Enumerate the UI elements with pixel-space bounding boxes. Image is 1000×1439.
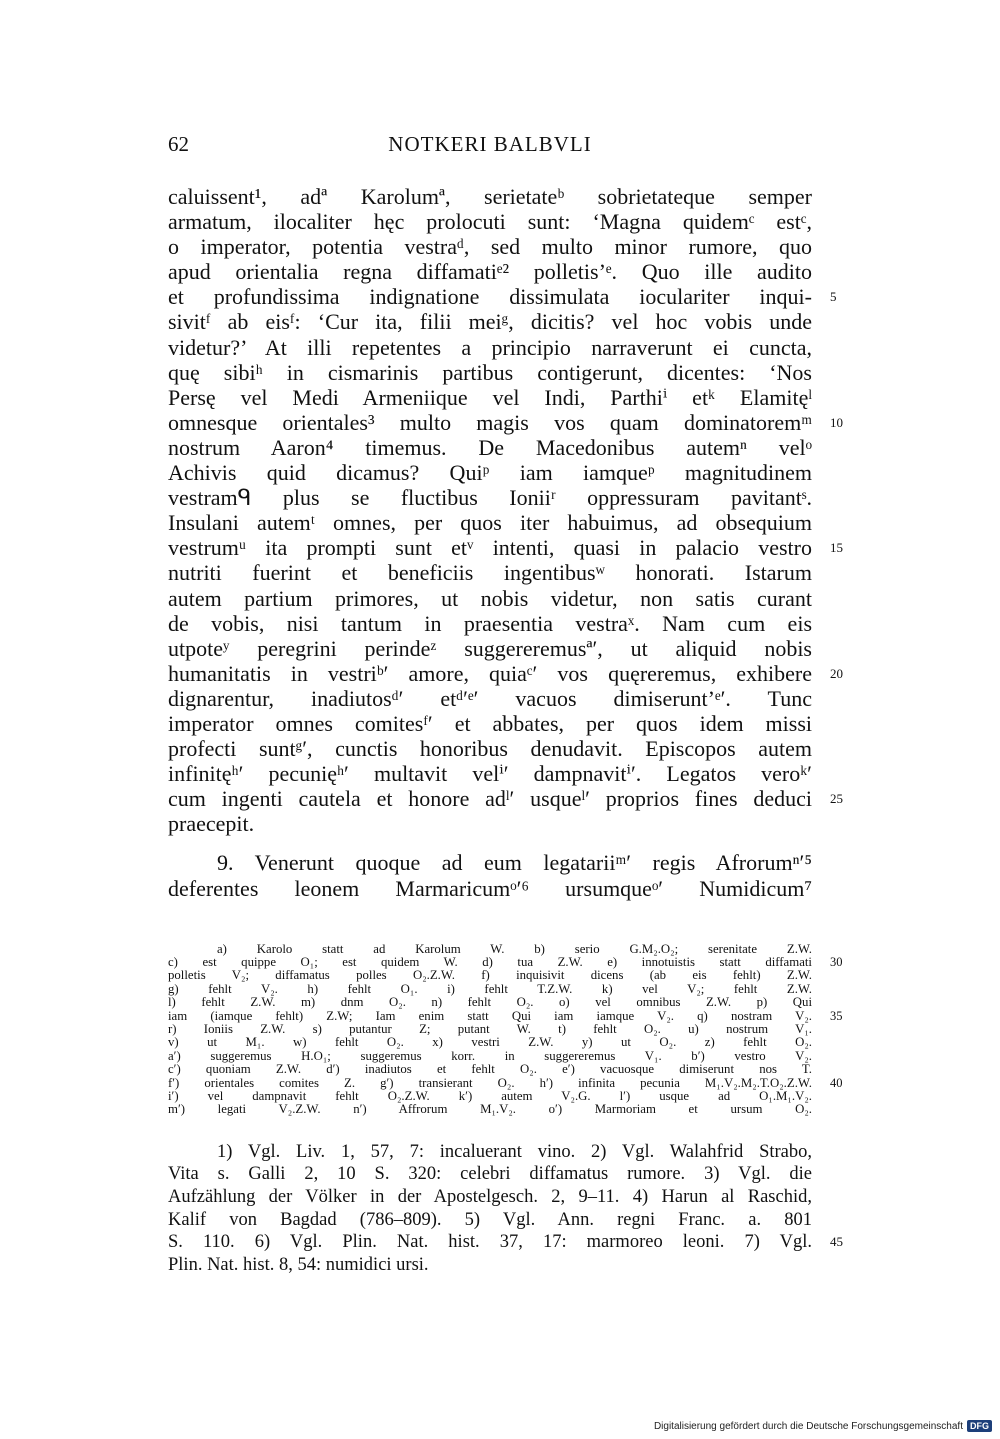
critical-apparatus: [168, 941, 843, 1117]
text-line: [168, 686, 812, 711]
text-line: [168, 786, 843, 812]
apparatus-line-text: iam (iamque fehlt) Z.W; Iam enim statt Qui iam iamque V₂. q) nostram V₂.: [168, 1008, 812, 1023]
note-line: [168, 1186, 812, 1209]
running-title: NOTKERI BALBVLI: [388, 132, 592, 156]
text-line-text: et profundissima indignatione dissimulata ioculariter inqui-: [168, 284, 812, 310]
text-line-text: Insulani autemᵗ omnes, per quos iter habuimus, ad obsequium: [168, 510, 812, 536]
note-line: [168, 1141, 812, 1164]
apparatus-line-text: c) est quippe O₁; est quidem W. d) tua Z.W. e) innotuistis statt diffamati: [168, 955, 812, 970]
note-line-text: Plin. Nat. hist. 8, 54: numidici ursi.: [168, 1255, 429, 1276]
text-line-text: cum ingenti cautela et honore adˡ′ usqueˡ′ proprios fines deduci: [168, 786, 812, 812]
text-line-text: profecti suntᵍ′, cunctis honoribus denudavit. Episcopos autem: [168, 736, 812, 762]
text-line-text: sivitᶠ ab eisᶠ: ‘Cur ita, filii meiᵍ, dicitis? vel hoc vobis unde: [168, 309, 812, 335]
note-line-text: Kalif von Bagdad (786–809). 5) Vgl. Ann. regni Franc. a. 801: [168, 1209, 812, 1230]
source-notes: [168, 1141, 843, 1277]
text-line-text: apud orientalia regna diffamatiᵉ² polletis’ᵉ. Quo ille audito: [168, 259, 812, 285]
section-text: [168, 850, 812, 900]
text-line-text: deferentes leonem Marmaricumᵒ′⁶ ursumqueᵒ′ Numidicum⁷: [168, 875, 812, 901]
text-line-text: humanitatis in vestriᵇ′ amore, quiaᶜ′ vos quęreremus, exhibere: [168, 660, 812, 686]
line-number: 35: [830, 1008, 843, 1023]
apparatus-line-text: v) ut M₁. w) fehlt O₂. x) vestri Z.W. y) ut O₂. z) fehlt O₂.: [168, 1035, 812, 1050]
apparatus-line-text: r) Ioniis Z.W. s) putantur Z; putant W. t) fehlt O₂. u) nostrum V₁.: [168, 1021, 812, 1036]
apparatus-line-text: m′) legati V₂.Z.W. n′) Affrorum M₁.V₂. o′) Marmoriam et ursum O₂.: [168, 1102, 812, 1117]
text-line: [168, 811, 812, 836]
text-line: [168, 876, 812, 901]
apparatus-line: [168, 1090, 812, 1103]
note-line: [168, 1254, 812, 1277]
line-number: 45: [830, 1234, 843, 1250]
dfg-logo: DFG: [967, 1420, 992, 1432]
text-line: [168, 850, 812, 875]
text-line: [168, 711, 812, 736]
text-line: [168, 510, 812, 535]
apparatus-line: [168, 943, 812, 956]
text-line: [168, 485, 812, 510]
line-number: 25: [830, 791, 843, 807]
text-line-text: nutriti fuerint et beneficiis ingentibusʷ honorati. Istarum: [168, 560, 812, 586]
text-line-text: 9. Venerunt quoque ad eum legatariiᵐ′ regis Afrorumⁿ′⁵: [217, 850, 812, 876]
text-line: [168, 736, 812, 761]
line-number: 15: [830, 540, 843, 556]
line-number: 5: [830, 289, 837, 305]
text-line-text: Achivis quid dicamus? Quiᵖ iam iamqueᵖ magnitudinem: [168, 460, 812, 486]
page-number: 62: [168, 132, 189, 156]
text-line: [168, 360, 812, 385]
apparatus-line: [168, 996, 812, 1009]
text-line-text: videtur?’ At illi repetentes a principio narraverunt ei cuncta,: [168, 334, 812, 360]
text-line-text: praecepit.: [168, 811, 255, 837]
text-line: [168, 234, 812, 259]
apparatus-line-text: i′) vel dampnavit fehlt O₂.Z.W. k′) autem V₂.G. l′) usque ad O₁.M₁.V₂.: [168, 1088, 812, 1103]
apparatus-line: [168, 1050, 812, 1063]
text-line: [168, 636, 812, 661]
page-body: [168, 184, 843, 1277]
text-line: [168, 535, 843, 561]
line-number: 30: [830, 955, 843, 970]
page-header: [168, 132, 812, 162]
apparatus-line-text: a′) suggeremus H.O₁; suggeremus korr. in suggereremus V₁. b′) vestro V₂.: [168, 1048, 812, 1063]
text-line-text: infinitęʰ′ pecunięʰ′ multavit velⁱ′ dampnavitⁱ′. Legatos veroᵏ′: [168, 761, 812, 787]
text-line-text: utpoteʸ peregrini perindeᶻ suggereremusª′, ut aliquid nobis: [168, 635, 812, 661]
text-line: [168, 184, 812, 209]
apparatus-line: [168, 1063, 812, 1076]
main-text: [168, 184, 843, 837]
text-line: [168, 259, 812, 284]
apparatus-line-text: a) Karolo statt ad Karolum W. b) serio G.M₂.O₂; serenitate Z.W.: [217, 941, 812, 956]
apparatus-line-text: polletis V₂; diffamatus polles O₂.Z.W. f) inquisivit dicens (ab eis fehlt) Z.W.: [168, 968, 812, 983]
footer: [654, 1420, 992, 1432]
text-line-text: vestramᑫ plus se fluctibus Ioniiʳ oppressuram pavitantˢ.: [168, 485, 812, 511]
note-line: [168, 1231, 843, 1254]
apparatus-line-text: g) fehlt V₂. h) fehlt O₁. i) fehlt T.Z.W. k) vel V₂; fehlt Z.W.: [168, 981, 812, 996]
apparatus-line: [168, 1023, 812, 1036]
text-line: [168, 660, 843, 686]
text-line: [168, 385, 812, 410]
note-line-text: Aufzählung der Völker in der Apostelgesch. 2, 9–11. 4) Harun al Raschid,: [168, 1187, 812, 1208]
line-number: 40: [830, 1075, 843, 1090]
text-line-text: nostrum Aaron⁴ timemus. De Macedonibus autemⁿ velᵒ: [168, 434, 812, 460]
footer-text: Digitalisierung gefördert durch die Deutsche Forschungsgemeinschaft: [653, 1420, 963, 1432]
apparatus-line: [168, 983, 812, 996]
text-line: [168, 284, 837, 310]
text-line-text: quę sibiʰ in cismarinis partibus contigerunt, dicentes: ‘Nos: [168, 359, 812, 385]
note-line-text: 1) Vgl. Liv. 1, 57, 7: incaluerant vino. 2) Vgl. Walahfrid Strabo,: [217, 1141, 812, 1162]
text-line-text: autem partium primores, ut nobis videtur, non satis curant: [168, 585, 812, 611]
text-line: [168, 460, 812, 485]
line-number: 10: [830, 414, 843, 430]
text-line-text: omnesque orientales³ multo magis vos quam dominatoremᵐ: [168, 409, 812, 435]
note-line: [168, 1209, 812, 1232]
text-line: [168, 560, 812, 585]
text-line: [168, 335, 812, 360]
apparatus-line: [168, 955, 843, 970]
text-line: [168, 409, 843, 435]
text-line-text: de vobis, nisi tantum in praesentia vestraˣ. Nam cum eis: [168, 610, 812, 636]
apparatus-line: [168, 1075, 843, 1090]
apparatus-line-text: c′) quoniam Z.W. d′) inadiutos et fehlt O₂. e′) vacuosque dimiserunt nos T.: [168, 1062, 812, 1077]
note-line-text: S. 110. 6) Vgl. Plin. Nat. hist. 37, 17: marmoreo leoni. 7) Vgl.: [168, 1232, 812, 1253]
apparatus-line-text: l) fehlt Z.W. m) dnm O₂. n) fehlt O₂. o) vel omnibus Z.W. p) Qui: [168, 995, 812, 1010]
text-line: [168, 761, 812, 786]
text-line: [168, 209, 812, 234]
apparatus-line-text: f′) orientales comites Z. g′) transierant O₂. h′) infinita pecunia M₁.V₂.M₂.T.O₂.Z.W.: [168, 1075, 812, 1090]
text-line-text: caluissent¹, adª Karolumª, serietateᵇ sobrietateque semper: [168, 184, 812, 209]
note-line-text: Vita s. Galli 2, 10 S. 320: celebri diffamatus rumore. 3) Vgl. die: [168, 1164, 812, 1185]
note-line: [168, 1163, 812, 1186]
apparatus-line: [168, 1103, 812, 1116]
text-line-text: o imperator, potentia vestraᵈ, sed multo minor rumore, quo: [168, 234, 812, 260]
apparatus-line: [168, 969, 812, 982]
text-line: [168, 435, 812, 460]
text-line: [168, 586, 812, 611]
text-line-text: vestrumᵘ ita prompti sunt etᵛ intenti, quasi in palacio vestro: [168, 535, 812, 561]
text-line: [168, 611, 812, 636]
apparatus-line: [168, 1008, 843, 1023]
apparatus-line: [168, 1036, 812, 1049]
text-line-text: dignarentur, inadiutosᵈ′ etᵈ′ᵉ′ vacuos dimiserunt’ᵉ′. Tunc: [168, 685, 812, 711]
text-line-text: armatum, ilocaliter hęc prolocuti sunt: ‘Magna quidemᶜ estᶜ,: [168, 209, 812, 235]
text-line: [168, 309, 812, 334]
line-number: 20: [830, 665, 843, 681]
text-line-text: Persę vel Medi Armeniique vel Indi, Parthiⁱ etᵏ Elamitęˡ: [168, 384, 812, 410]
text-line-text: imperator omnes comitesᶠ′ et abbates, per quos idem missi: [168, 710, 812, 736]
